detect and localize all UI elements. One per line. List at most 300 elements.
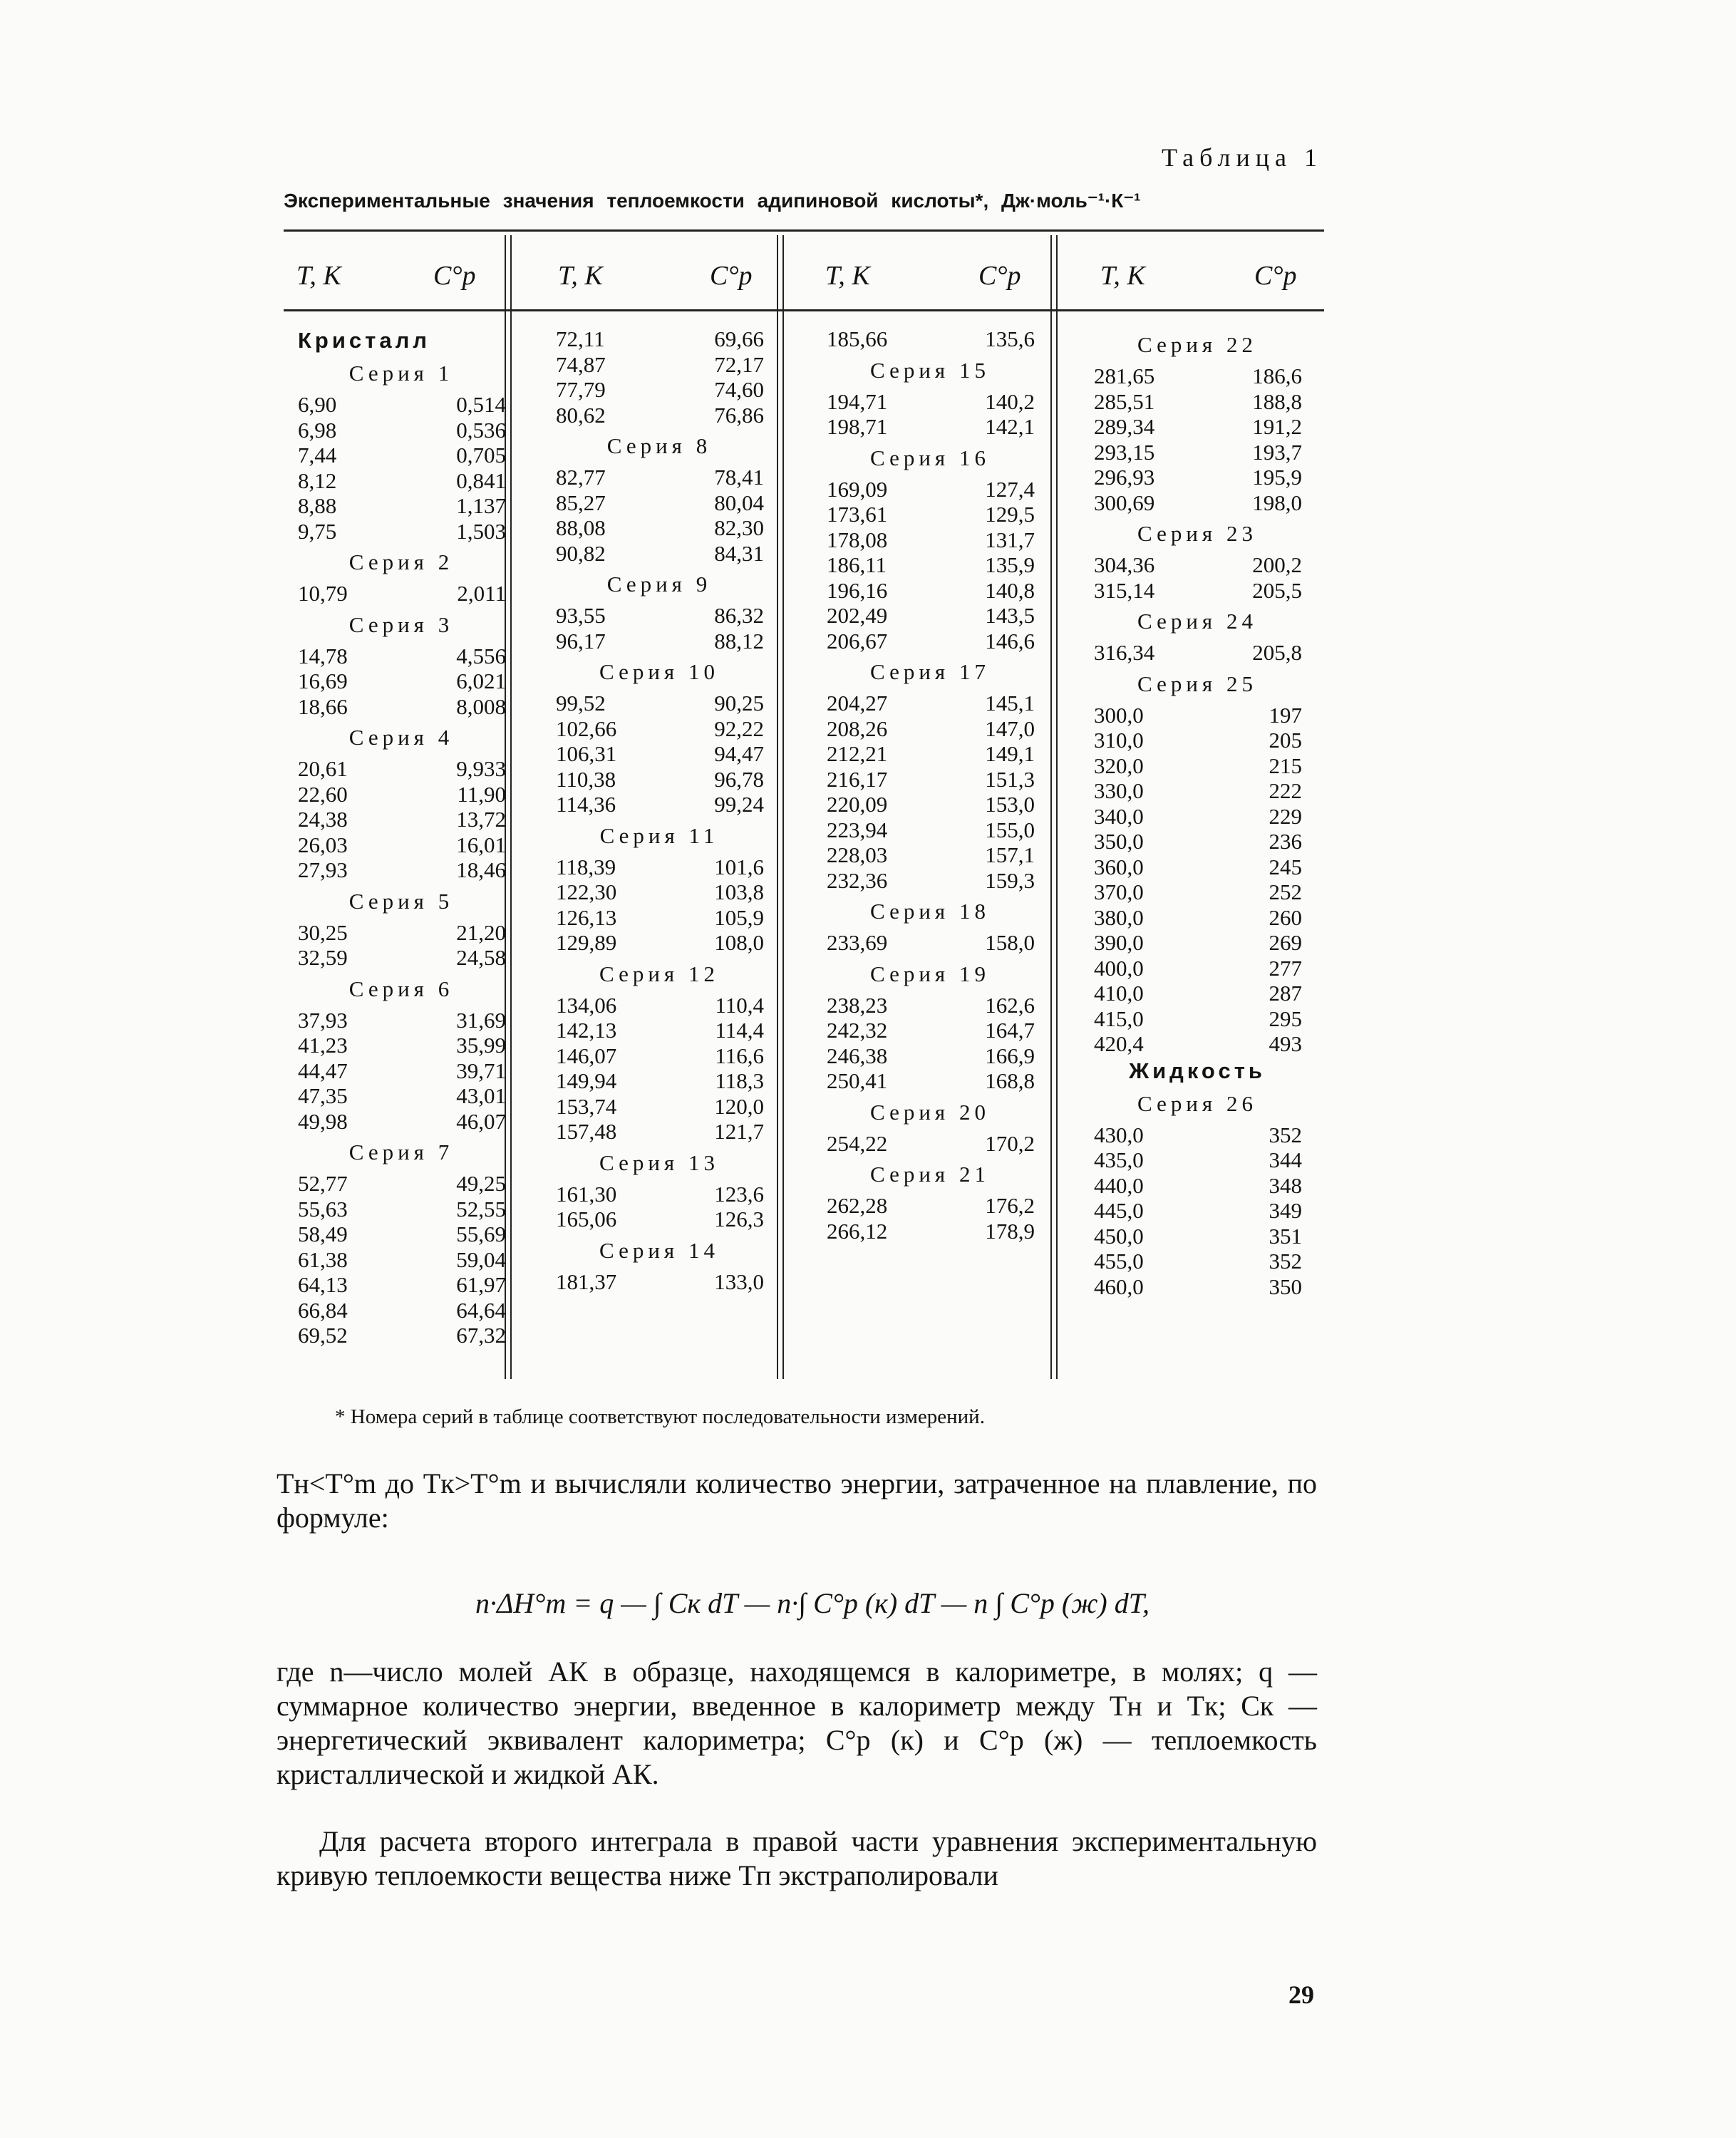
table-top-rule	[284, 229, 1324, 232]
heat-capacity-value: 348	[1269, 1172, 1302, 1198]
header-cp-1: C°p	[433, 261, 476, 291]
column-divider	[1050, 235, 1052, 1379]
temperature-value: 262,28	[827, 1193, 888, 1218]
heat-capacity-value: 8,008	[456, 693, 506, 719]
table-row	[1080, 854, 1315, 880]
temperature-value: 220,09	[827, 792, 888, 817]
table-row	[1080, 956, 1315, 981]
page-number: 29	[1288, 1981, 1314, 2009]
heat-capacity-value: 186,6	[1252, 363, 1302, 388]
series-label: Серия 26	[1137, 1090, 1257, 1116]
table-row	[284, 443, 519, 468]
table-row	[284, 668, 519, 694]
table-row	[542, 1269, 777, 1295]
series-label: Серия 24	[1137, 609, 1257, 634]
table-row	[284, 392, 519, 418]
heat-capacity-value: 94,47	[714, 741, 764, 766]
heat-capacity-value: 205,5	[1252, 577, 1302, 603]
column-divider	[1056, 235, 1058, 1379]
table-row	[542, 716, 777, 742]
temperature-value: 24,38	[298, 807, 348, 832]
table-row	[542, 377, 777, 403]
heat-capacity-value: 269	[1269, 930, 1302, 955]
temperature-value: 390,0	[1094, 930, 1144, 955]
temperature-value: 129,89	[556, 930, 617, 955]
temperature-value: 58,49	[298, 1222, 348, 1246]
heat-capacity-value: 43,01	[456, 1083, 506, 1108]
table-row	[542, 629, 777, 654]
table-row	[284, 519, 519, 544]
table-row	[1080, 1147, 1315, 1173]
heat-capacity-value: 6,021	[456, 668, 506, 693]
temperature-value: 194,71	[827, 388, 888, 414]
temperature-value: 146,07	[556, 1043, 617, 1068]
heat-capacity-value: 35,99	[456, 1033, 506, 1058]
table-row	[1080, 829, 1315, 854]
temperature-value: 134,06	[556, 992, 617, 1018]
table-row	[812, 842, 1048, 868]
temperature-value: 266,12	[827, 1218, 888, 1244]
heat-capacity-value: 350	[1269, 1274, 1302, 1299]
phase-label: Жидкость	[1129, 1058, 1266, 1083]
heat-capacity-value: 105,9	[714, 904, 764, 930]
table-row	[812, 1018, 1048, 1043]
table-row	[1080, 363, 1315, 389]
table-row	[1080, 1249, 1315, 1274]
temperature-value: 30,25	[298, 919, 348, 945]
heat-capacity-value: 64,64	[456, 1297, 506, 1323]
temperature-value: 320,0	[1094, 753, 1144, 778]
table-row	[1080, 578, 1315, 604]
table-row	[812, 993, 1048, 1018]
temperature-value: 223,94	[827, 817, 888, 842]
series-label: Серия 10	[599, 659, 719, 684]
column-divider	[777, 235, 778, 1379]
melting-formula: n·ΔH°m = q — ∫ Cк dT — n·∫ C°p (к) dT — n ∫ C°p (ж) dT,	[475, 1587, 1150, 1619]
heat-capacity-value: 352	[1269, 1122, 1302, 1147]
temperature-value: 198,71	[827, 414, 888, 439]
temperature-value: 216,17	[827, 766, 888, 792]
table-row	[1080, 804, 1315, 830]
table-row	[1080, 778, 1315, 804]
temperature-value: 80,62	[556, 402, 606, 428]
table-row	[1080, 930, 1315, 956]
temperature-value: 7,44	[298, 443, 337, 468]
heat-capacity-value: 222	[1269, 778, 1302, 803]
table-row	[1080, 879, 1315, 905]
temperature-value: 370,0	[1094, 879, 1144, 904]
series-label: Серия 17	[870, 659, 990, 684]
series-label: Серия 4	[348, 725, 454, 750]
table-row	[1080, 440, 1315, 465]
temperature-value: 202,49	[827, 603, 888, 628]
table-row	[1080, 703, 1315, 728]
heat-capacity-value: 252	[1269, 879, 1302, 904]
table-row	[542, 1018, 777, 1043]
table-row	[812, 1043, 1048, 1069]
heat-capacity-value: 76,86	[714, 402, 764, 428]
heat-capacity-value: 121,7	[714, 1119, 764, 1144]
table-row	[284, 493, 519, 519]
paragraph-3: Для расчета второго интеграла в правой части уравнения экспериментальную кривую теплоемкости вещества ниже Tп экстраполировали	[277, 1825, 1317, 1891]
temperature-value: 400,0	[1094, 955, 1144, 981]
table-row	[542, 352, 777, 378]
heat-capacity-value: 101,6	[714, 854, 764, 879]
temperature-value: 281,65	[1094, 363, 1155, 388]
phase-label: Кристалл	[298, 328, 430, 353]
series-label: Серия 14	[599, 1237, 719, 1263]
temperature-value: 22,60	[298, 781, 348, 807]
table-row	[1080, 490, 1315, 516]
header-cp-3: C°p	[978, 261, 1021, 291]
heat-capacity-value: 191,2	[1252, 414, 1302, 439]
table-row	[284, 1272, 519, 1298]
temperature-value: 69,52	[298, 1323, 348, 1348]
heat-capacity-value: 24,58	[456, 945, 506, 970]
heat-capacity-value: 61,97	[456, 1272, 506, 1297]
temperature-value: 415,0	[1094, 1006, 1144, 1031]
temperature-value: 122,30	[556, 879, 617, 904]
heat-capacity-value: 99,24	[714, 792, 764, 817]
table-row	[284, 1197, 519, 1222]
header-t-3: T, K	[825, 261, 870, 291]
series-label: Серия 23	[1137, 521, 1257, 546]
series-label: Серия 19	[870, 961, 990, 986]
table-row	[1080, 1274, 1315, 1300]
temperature-value: 186,11	[827, 552, 887, 577]
table-row	[284, 1247, 519, 1273]
table-row	[812, 326, 1048, 352]
heat-capacity-value: 159,3	[985, 867, 1035, 893]
series-label: Серия 7	[348, 1140, 454, 1164]
table-row	[812, 629, 1048, 654]
table-row	[542, 767, 777, 792]
temperature-value: 14,78	[298, 643, 348, 668]
heat-capacity-value: 84,31	[714, 540, 764, 566]
table-row	[542, 1068, 777, 1094]
temperature-value: 204,27	[827, 691, 888, 716]
heat-capacity-value: 55,69	[456, 1222, 506, 1246]
heat-capacity-value: 245	[1269, 854, 1302, 879]
series-label: Серия 21	[870, 1162, 990, 1187]
temperature-value: 310,0	[1094, 728, 1144, 753]
heat-capacity-value: 205,8	[1252, 640, 1302, 665]
temperature-value: 20,61	[298, 756, 348, 781]
series-label: Серия 16	[870, 445, 990, 470]
temperature-value: 6,90	[298, 392, 337, 417]
temperature-value: 233,69	[827, 930, 888, 955]
table-row	[1080, 389, 1315, 415]
table-row	[542, 541, 777, 567]
table-header-rule	[284, 309, 1324, 311]
table-row	[812, 477, 1048, 502]
table-number: Таблица 1	[1162, 143, 1323, 172]
heat-capacity-value: 126,3	[714, 1207, 764, 1231]
temperature-value: 330,0	[1094, 778, 1144, 803]
temperature-value: 232,36	[827, 867, 888, 893]
table-row	[1080, 1031, 1315, 1057]
table-row	[542, 691, 777, 716]
series-label: Серия 6	[348, 976, 454, 1001]
heat-capacity-value: 168,8	[985, 1068, 1035, 1093]
series-label: Серия 12	[599, 961, 719, 986]
heat-capacity-value: 145,1	[985, 691, 1035, 716]
heat-capacity-value: 170,2	[985, 1130, 1035, 1156]
table-row	[542, 603, 777, 629]
temperature-value: 26,03	[298, 832, 348, 857]
table-row	[284, 920, 519, 946]
temperature-value: 242,32	[827, 1018, 888, 1043]
heat-capacity-value: 131,7	[985, 527, 1035, 552]
table-row	[812, 741, 1048, 767]
table-row	[812, 502, 1048, 527]
heat-capacity-value: 166,9	[985, 1043, 1035, 1068]
table-row	[1080, 1198, 1315, 1224]
table-row	[284, 832, 519, 858]
table-row	[812, 414, 1048, 440]
temperature-value: 315,14	[1094, 577, 1155, 603]
header-cp-2: C°p	[710, 261, 753, 291]
table-row	[812, 389, 1048, 415]
temperature-value: 208,26	[827, 716, 888, 741]
temperature-value: 32,59	[298, 945, 348, 970]
heat-capacity-value: 198,0	[1252, 490, 1302, 515]
heat-capacity-value: 110,4	[715, 992, 764, 1018]
column-divider	[782, 235, 784, 1379]
heat-capacity-value: 149,1	[985, 741, 1035, 766]
heat-capacity-value: 21,20	[456, 919, 506, 945]
temperature-value: 380,0	[1094, 904, 1144, 930]
table-column-2	[542, 326, 777, 1294]
heat-capacity-value: 151,3	[985, 766, 1035, 792]
temperature-value: 340,0	[1094, 803, 1144, 829]
temperature-value: 228,03	[827, 842, 888, 867]
heat-capacity-value: 118,3	[715, 1068, 764, 1093]
heat-capacity-value: 193,7	[1252, 439, 1302, 465]
temperature-value: 85,27	[556, 490, 606, 515]
temperature-value: 8,12	[298, 468, 337, 493]
table-row	[542, 854, 777, 880]
table-row	[812, 1219, 1048, 1244]
heat-capacity-value: 200,2	[1252, 552, 1302, 577]
table-row	[1080, 1006, 1315, 1032]
table-row	[284, 945, 519, 971]
heat-capacity-value: 155,0	[985, 817, 1035, 842]
temperature-value: 61,38	[298, 1246, 348, 1272]
temperature-value: 165,06	[556, 1207, 617, 1231]
table-row	[1080, 905, 1315, 931]
table-row	[1080, 1224, 1315, 1249]
heat-capacity-value: 135,6	[985, 326, 1035, 351]
temperature-value: 18,66	[298, 693, 348, 719]
temperature-value: 460,0	[1094, 1274, 1144, 1299]
table-row	[542, 326, 777, 352]
heat-capacity-value: 277	[1269, 955, 1302, 981]
heat-capacity-value: 147,0	[985, 716, 1035, 741]
heat-capacity-value: 352	[1269, 1249, 1302, 1274]
table-row	[812, 792, 1048, 817]
heat-capacity-value: 129,5	[985, 502, 1035, 527]
heat-capacity-value: 195,9	[1252, 465, 1302, 490]
heat-capacity-value: 176,2	[985, 1193, 1035, 1218]
temperature-value: 420,4	[1094, 1031, 1144, 1056]
heat-capacity-value: 96,78	[714, 766, 764, 792]
heat-capacity-value: 2,011	[457, 581, 506, 606]
table-row	[284, 644, 519, 669]
table-row	[812, 552, 1048, 578]
heat-capacity-value: 351	[1269, 1223, 1302, 1249]
temperature-value: 300,0	[1094, 702, 1144, 728]
series-label: Серия 8	[606, 433, 712, 458]
temperature-value: 289,34	[1094, 414, 1155, 439]
temperature-value: 44,47	[298, 1058, 348, 1083]
temperature-value: 445,0	[1094, 1198, 1144, 1223]
temperature-value: 300,69	[1094, 490, 1155, 515]
header-t-4: T, K	[1100, 261, 1145, 291]
table-column-4	[1080, 326, 1315, 1299]
heat-capacity-value: 205	[1269, 728, 1302, 753]
heat-capacity-value: 287	[1269, 981, 1302, 1006]
temperature-value: 450,0	[1094, 1223, 1144, 1249]
table-row	[284, 694, 519, 720]
table-row	[1080, 465, 1315, 490]
temperature-value: 114,36	[556, 792, 616, 817]
table-row	[812, 767, 1048, 792]
heat-capacity-value: 215	[1269, 753, 1302, 778]
heat-capacity-value: 13,72	[456, 807, 506, 832]
heat-capacity-value: 153,0	[985, 792, 1035, 817]
series-label: Серия 15	[870, 357, 990, 383]
heat-capacity-value: 1,503	[456, 518, 506, 544]
table-column-1	[284, 326, 519, 1348]
heat-capacity-value: 164,7	[985, 1018, 1035, 1043]
temperature-value: 238,23	[827, 992, 888, 1018]
table-row	[542, 993, 777, 1018]
table-row	[284, 807, 519, 832]
temperature-value: 285,51	[1094, 388, 1155, 414]
heat-capacity-value: 82,30	[714, 515, 764, 540]
table-row	[542, 879, 777, 905]
temperature-value: 6,98	[298, 417, 337, 443]
temperature-value: 304,36	[1094, 552, 1155, 577]
table-row	[542, 515, 777, 541]
heat-capacity-value: 236	[1269, 829, 1302, 854]
temperature-value: 93,55	[556, 603, 606, 628]
table-row	[542, 930, 777, 956]
temperature-value: 74,87	[556, 351, 606, 377]
table-row	[812, 1068, 1048, 1094]
heat-capacity-value: 114,4	[715, 1018, 764, 1043]
table-column-3	[812, 326, 1048, 1244]
temperature-value: 9,75	[298, 518, 337, 544]
heat-capacity-value: 116,6	[715, 1043, 764, 1068]
heat-capacity-value: 4,556	[456, 643, 506, 668]
series-label: Серия 25	[1137, 671, 1257, 696]
temperature-value: 254,22	[827, 1130, 888, 1156]
series-label: Серия 3	[348, 611, 454, 637]
heat-capacity-value: 16,01	[456, 832, 506, 857]
heat-capacity-value: 140,2	[985, 388, 1035, 414]
temperature-value: 157,48	[556, 1119, 617, 1144]
table-row	[542, 1207, 777, 1232]
heat-capacity-value: 197	[1269, 702, 1302, 728]
series-label: Серия 13	[599, 1150, 719, 1175]
heat-capacity-value: 127,4	[985, 476, 1035, 502]
paragraph-2: где n—число молей АК в образце, находящемся в калориметре, в молях; q — суммарное количество энергии, введенное в калориметр между Tн и Tк; Cк — энергетический эквивалент калориметра; C°p (к) и C°p (ж) — теплоемкость кристаллической и жидкой АК.	[277, 1656, 1317, 1790]
heat-capacity-value: 59,04	[456, 1246, 506, 1272]
temperature-value: 196,16	[827, 577, 888, 603]
heat-capacity-value: 133,0	[714, 1269, 764, 1294]
table-row	[542, 741, 777, 767]
heat-capacity-value: 493	[1269, 1031, 1302, 1056]
heat-capacity-value: 103,8	[714, 879, 764, 904]
table-row	[542, 792, 777, 817]
temperature-value: 350,0	[1094, 829, 1144, 854]
heat-capacity-value: 31,69	[456, 1007, 506, 1033]
temperature-value: 77,79	[556, 377, 606, 402]
temperature-value: 110,38	[556, 766, 616, 792]
table-row	[542, 1094, 777, 1120]
temperature-value: 206,67	[827, 628, 888, 654]
table-row	[1080, 1173, 1315, 1199]
heat-capacity-value: 0,841	[456, 468, 506, 493]
temperature-value: 181,37	[556, 1269, 617, 1294]
temperature-value: 102,66	[556, 716, 617, 741]
series-label: Серия 11	[599, 822, 719, 848]
heat-capacity-value: 0,705	[456, 443, 506, 468]
temperature-value: 316,34	[1094, 640, 1155, 665]
series-label: Серия 9	[606, 572, 712, 597]
heat-capacity-value: 157,1	[985, 842, 1035, 867]
temperature-value: 149,94	[556, 1068, 617, 1093]
series-label: Серия 18	[870, 899, 990, 924]
paragraph-1: Tн<T°m до Tк>T°m и вычисляли количество энергии, затраченное на плавление, по формуле:	[277, 1467, 1317, 1534]
heat-capacity-value: 69,66	[714, 326, 764, 351]
table-row	[284, 468, 519, 494]
temperature-value: 178,08	[827, 527, 888, 552]
table-row	[542, 905, 777, 931]
table-row	[284, 1083, 519, 1109]
heat-capacity-value: 178,9	[985, 1218, 1035, 1244]
table-row	[812, 578, 1048, 604]
heat-capacity-value: 49,25	[456, 1171, 506, 1196]
series-label: Серия 22	[1137, 332, 1257, 357]
temperature-value: 66,84	[298, 1297, 348, 1323]
heat-capacity-value: 158,0	[985, 930, 1035, 955]
table-row	[284, 1033, 519, 1058]
table-row	[542, 1043, 777, 1069]
table-row	[1080, 728, 1315, 753]
temperature-value: 52,77	[298, 1171, 348, 1196]
table-row	[812, 691, 1048, 716]
temperature-value: 88,08	[556, 515, 606, 540]
table-row	[284, 1298, 519, 1323]
table-row	[284, 756, 519, 782]
heat-capacity-value: 0,536	[456, 417, 506, 443]
heat-capacity-value: 135,9	[985, 552, 1035, 577]
table-row	[284, 1222, 519, 1247]
heat-capacity-value: 123,6	[714, 1181, 764, 1207]
heat-capacity-value: 9,933	[456, 756, 506, 781]
heat-capacity-value: 0,514	[456, 392, 506, 417]
heat-capacity-value: 120,0	[714, 1093, 764, 1119]
temperature-value: 99,52	[556, 691, 606, 716]
table-row	[542, 1182, 777, 1207]
header-cp-4: C°p	[1254, 261, 1297, 291]
heat-capacity-value: 39,71	[456, 1058, 506, 1083]
table-row	[542, 403, 777, 428]
table-row	[542, 465, 777, 490]
